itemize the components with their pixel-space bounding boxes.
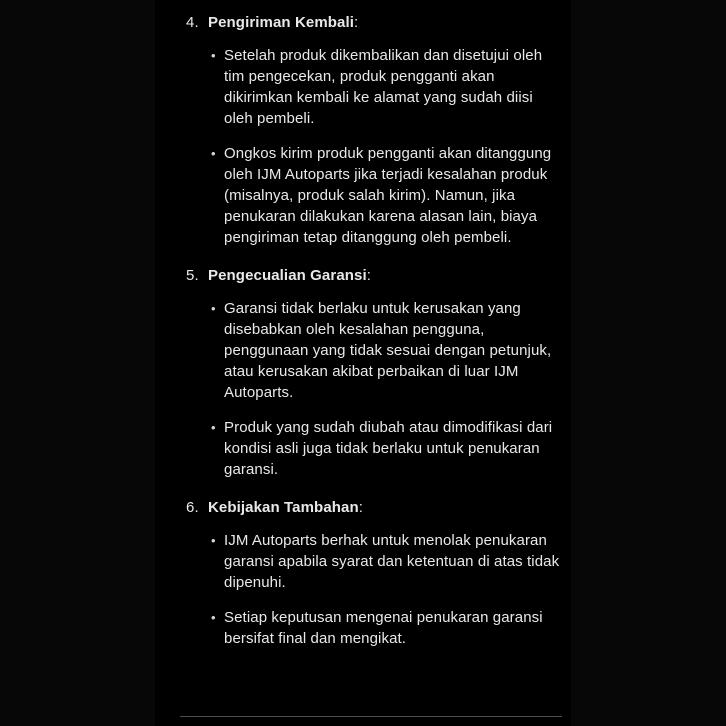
bullet-text: Ongkos kirim produk pengganti akan ditanggung oleh IJM Autoparts jika terjadi kesalahan produk (misalnya, produk salah kirim). Namun, jika penukaran dilakukan karena alasan lain, biaya pengiriman tetap ditanggung oleh pembeli. bbox=[224, 145, 552, 246]
section-heading-text bbox=[208, 12, 358, 33]
bullet-icon: • bbox=[211, 533, 216, 548]
bullet-icon: • bbox=[211, 301, 216, 316]
section-heading bbox=[155, 497, 571, 518]
bullet-item bbox=[155, 417, 571, 480]
policy-section-4 bbox=[155, 12, 571, 248]
section-number: 4. bbox=[186, 14, 199, 31]
bullet-icon: • bbox=[211, 48, 216, 63]
section-heading bbox=[155, 265, 571, 286]
bottom-divider bbox=[180, 716, 562, 717]
section-colon: : bbox=[354, 14, 359, 31]
policy-section-5 bbox=[155, 265, 571, 480]
policy-section-6 bbox=[155, 497, 571, 649]
policy-document bbox=[155, 0, 571, 726]
bullet-text: Setelah produk dikembalikan dan disetujui oleh tim pengecekan, produk pengganti akan dikirimkan kembali ke alamat yang sudah diisi oleh pembeli. bbox=[224, 47, 543, 127]
bullet-item bbox=[155, 607, 571, 649]
bullet-text: Setiap keputusan mengenai penukaran garansi bersifat final dan mengikat. bbox=[224, 609, 543, 647]
section-colon: : bbox=[358, 499, 364, 516]
section-title: Pengiriman Kembali bbox=[208, 14, 355, 31]
bullet-text: IJM Autoparts berhak untuk menolak penukaran garansi apabila syarat dan ketentuan di atas tidak dipenuhi. bbox=[224, 532, 560, 591]
bullet-icon: • bbox=[211, 420, 216, 435]
bullet-item bbox=[155, 530, 571, 593]
bullet-item bbox=[155, 45, 571, 129]
section-heading-text bbox=[208, 265, 371, 286]
bullet-item bbox=[155, 298, 571, 403]
bullet-icon: • bbox=[211, 146, 216, 161]
bullet-item bbox=[155, 143, 571, 248]
bullet-icon: • bbox=[211, 610, 216, 625]
section-heading-text bbox=[208, 497, 363, 518]
section-heading bbox=[155, 12, 571, 33]
section-title: Pengecualian Garansi bbox=[208, 267, 367, 284]
section-colon: : bbox=[366, 267, 372, 284]
section-number: 5. bbox=[186, 267, 199, 284]
section-title: Kebijakan Tambahan bbox=[208, 499, 359, 516]
bullet-text: Garansi tidak berlaku untuk kerusakan yang disebabkan oleh kesalahan pengguna, penggunaan yang tidak sesuai dengan petunjuk, atau kerusakan akibat perbaikan di luar IJM Autoparts. bbox=[224, 300, 552, 401]
bullet-text: Produk yang sudah diubah atau dimodifikasi dari kondisi asli juga tidak berlaku untuk penukaran garansi. bbox=[224, 419, 553, 478]
section-number: 6. bbox=[186, 499, 199, 516]
